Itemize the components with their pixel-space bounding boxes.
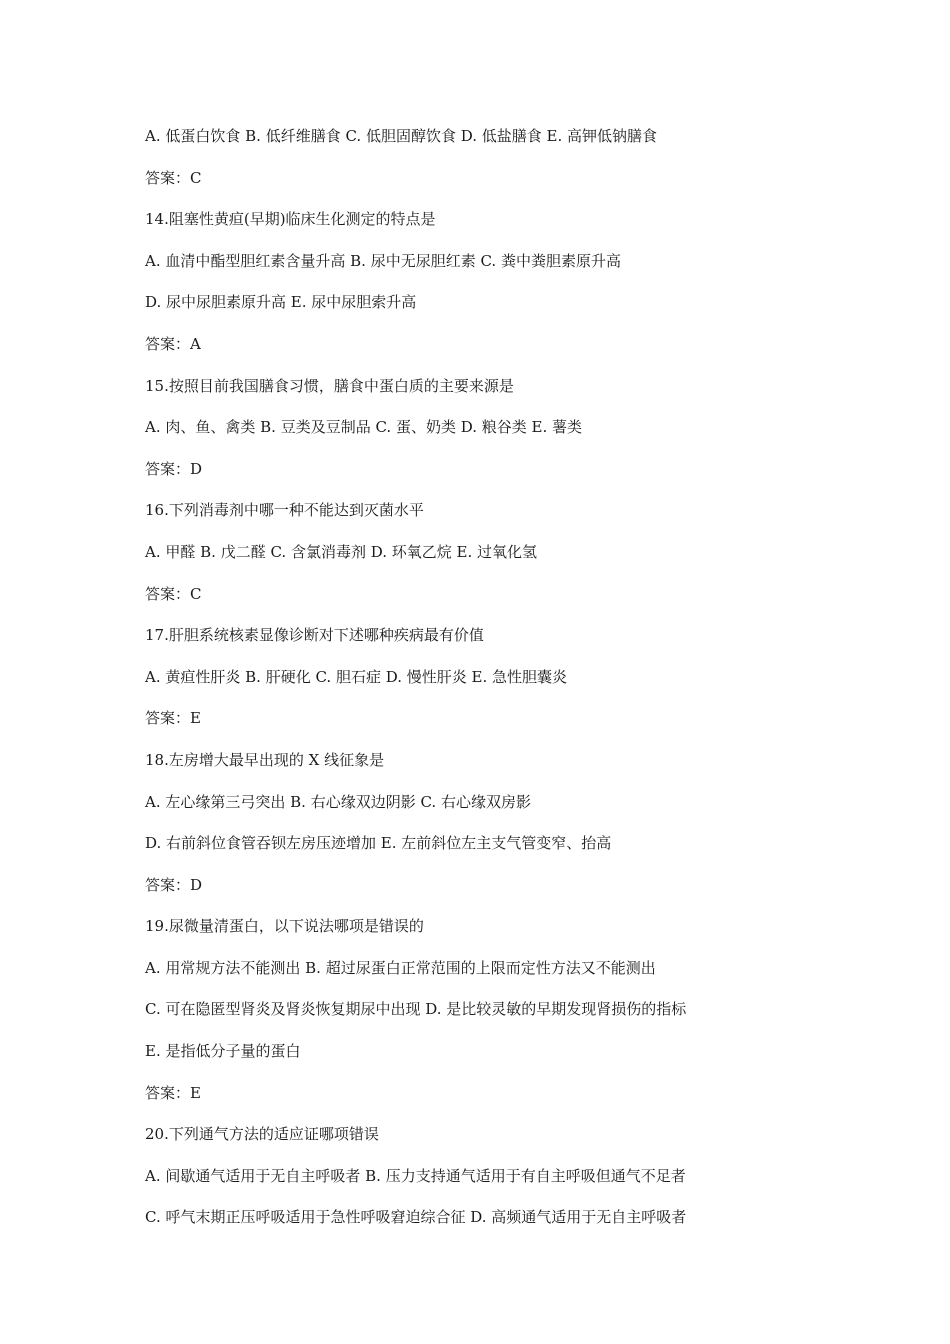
options-line: A. 间歇通气适用于无自主呼吸者 B. 压力支持通气适用于有自主呼吸但通气不足者 xyxy=(145,1166,686,1185)
answer-line: 答案：E xyxy=(145,709,201,728)
options-line: A. 低蛋白饮食 B. 低纤维膳食 C. 低胆固醇饮食 D. 低盐膳食 E. 高钾低钠膳食 xyxy=(145,127,657,145)
options-line: C. 可在隐匿型肾炎及肾炎恢复期尿中出现 D. 是比较灵敏的早期发现肾损伤的指标 xyxy=(145,1000,687,1019)
answer-line: 答案：D xyxy=(145,459,203,478)
options-line: A. 左心缘第三弓突出 B. 右心缘双边阴影 C. 右心缘双房影 xyxy=(145,792,531,811)
answer-line: 答案：E xyxy=(145,1083,201,1102)
answer-line: 答案：D xyxy=(145,875,203,894)
document-body xyxy=(145,121,845,1244)
question-18: 18.左房增大最早出现的 X 线征象是 xyxy=(145,750,385,769)
answer-line: 答案：C xyxy=(145,584,202,603)
question-19: 19.尿微量清蛋白，以下说法哪项是错误的 xyxy=(145,917,424,936)
question-14: 14.阻塞性黄疸(早期)临床生化测定的特点是 xyxy=(145,210,436,229)
options-line: A. 血清中酯型胆红素含量升高 B. 尿中无尿胆红素 C. 粪中粪胆素原升高 xyxy=(145,251,621,270)
question-20: 20.下列通气方法的适应证哪项错误 xyxy=(145,1125,379,1144)
options-line: A. 肉、鱼、禽类 B. 豆类及豆制品 C. 蛋、奶类 D. 粮谷类 E. 薯类 xyxy=(145,418,582,437)
answer-line: 答案：C xyxy=(145,168,202,187)
question-15: 15.按照目前我国膳食习惯，膳食中蛋白质的主要来源是 xyxy=(145,376,514,395)
options-line: D. 右前斜位食管吞钡左房压迹增加 E. 左前斜位左主支气管变窄、抬高 xyxy=(145,834,612,853)
question-17: 17.肝胆系统核素显像诊断对下述哪种疾病最有价值 xyxy=(145,626,484,645)
options-line: E. 是指低分子量的蛋白 xyxy=(145,1042,301,1061)
options-line: A. 用常规方法不能测出 B. 超过尿蛋白正常范围的上限而定性方法又不能测出 xyxy=(145,958,656,977)
answer-line: 答案：A xyxy=(145,334,201,353)
options-line: D. 尿中尿胆素原升高 E. 尿中尿胆索升高 xyxy=(145,293,417,312)
question-16: 16.下列消毒剂中哪一种不能达到灭菌水平 xyxy=(145,501,424,520)
options-line: A. 甲醛 B. 戊二醛 C. 含氯消毒剂 D. 环氧乙烷 E. 过氧化氢 xyxy=(145,542,537,561)
options-line: C. 呼气末期正压呼吸适用于急性呼吸窘迫综合征 D. 高频通气适用于无自主呼吸者 xyxy=(145,1208,687,1227)
options-line: A. 黄疸性肝炎 B. 肝硬化 C. 胆石症 D. 慢性肝炎 E. 急性胆囊炎 xyxy=(145,667,567,686)
